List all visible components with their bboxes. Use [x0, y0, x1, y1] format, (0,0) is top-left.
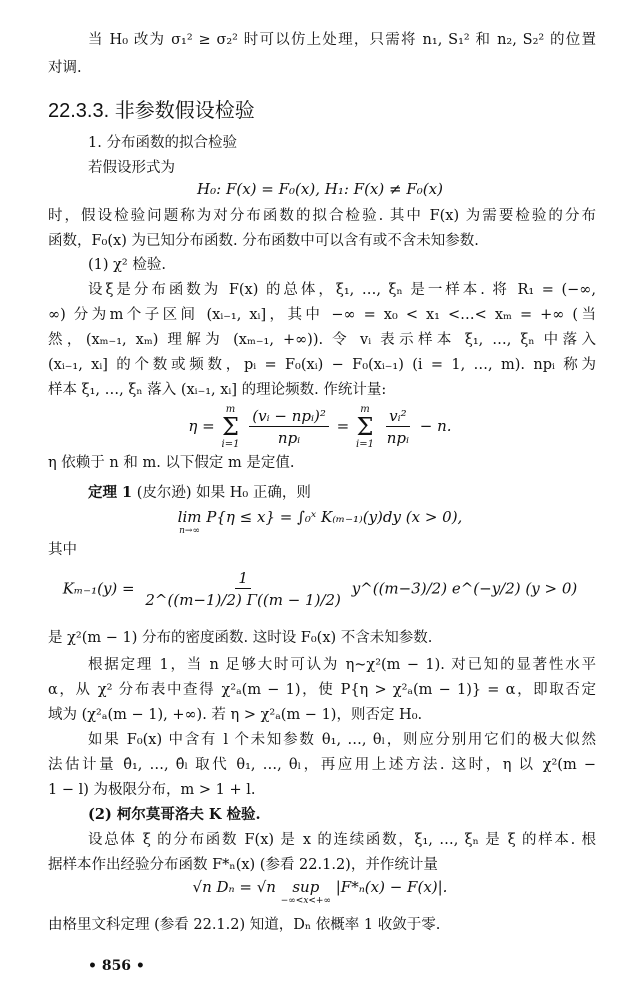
summation: m Σ i=1: [356, 404, 374, 450]
formula-part: √n Dₙ = √n: [192, 878, 276, 896]
section-heading: 22.3.3. 非参数假设检验: [48, 100, 255, 122]
limit: lim n→∞: [177, 508, 202, 536]
fraction: $\frac{\text{(vᵢ − npᵢ)²}}{\text{npᵢ}}$: [249, 406, 329, 449]
text-line: 样本 ξ₁, …, ξₙ 落入 (xᵢ₋₁, xᵢ] 的理论频数. 作统计量:: [48, 382, 387, 398]
text-line: η 依赖于 n 和 m. 以下假定 m 是定值.: [48, 455, 295, 471]
text-line: 法估计量 θ̂₁, …, θ̂ₗ 取代 θ₁, …, θₗ，再应用上述方法. 这时，η 以 χ²(m −: [48, 757, 596, 773]
theorem-line: [88, 483, 596, 503]
formula-kolmogorov: [0, 878, 640, 906]
formula-limit: [0, 508, 640, 536]
text-line: 然，(xₘ₋₁, xₘ) 理解为 (xₘ₋₁, +∞)). 令 vᵢ 表示样本 ξ₁, …, ξₙ 中落入: [48, 332, 596, 348]
formula-part: P{η ≤ x} = ∫₀ˣ K₍ₘ₋₁₎(y)dy (x > 0),: [206, 508, 463, 526]
text-line: 域为 (χ²ₐ(m − 1), +∞). 若 η > χ²ₐ(m − 1)，则否定 H₀.: [48, 707, 423, 723]
formula-density: [0, 568, 640, 611]
formula-part: y^((m−3)/2) e^(−y/2) (y > 0): [351, 579, 578, 598]
text-line: 设总体 ξ 的分布函数 F(x) 是 x 的连续函数，ξ₁, …, ξₙ 是 ξ 的样本. 根: [88, 832, 596, 848]
formula-part: − n.: [419, 417, 452, 435]
text-line: 由格里文科定理 (参看 22.1.2) 知道，Dₙ 依概率 1 收敛于零.: [48, 917, 441, 933]
page-number: • 856 •: [88, 958, 145, 974]
text-line: 时，假设检验问题称为对分布函数的拟合检验. 其中 F(x) 为需要检验的分布: [48, 208, 596, 224]
subsection-title: (1) χ² 检验.: [88, 257, 166, 273]
text-line: 其中: [48, 542, 77, 558]
fraction: $\frac{1}{2\^{}((m-1)/2) \Gamma((m - 1)/2)}$: [145, 569, 341, 609]
text-line: 设ξ是分布函数为 F(x) 的总体，ξ₁, …, ξₙ 是一样本. 将 R₁ = (−∞,: [88, 282, 596, 298]
formula-hypothesis: H₀: F(x) = F₀(x), H₁: F(x) ≠ F₀(x): [197, 180, 443, 198]
formula-part: =: [336, 417, 350, 435]
formula-part: |F*ₙ(x) − F(x)|.: [335, 878, 448, 896]
text-line: 当 H₀ 改为 σ₁² ≥ σ₂² 时可以仿上处理，只需将 n₁, S₁² 和 n₂, S₂² 的位置: [88, 32, 596, 48]
text-line: (xᵢ₋₁, xᵢ] 的个数或频数，pᵢ = F₀(xᵢ) − F₀(xᵢ₋₁) (i = 1, …, m). npᵢ 称为: [48, 357, 596, 373]
text-line: 根据定理 1，当 n 足够大时可认为 η~χ²(m − 1). 对已知的显著性水平: [88, 657, 596, 673]
text-line: 1 − l) 为极限分布，m > 1 + l.: [48, 782, 256, 798]
text-line: ∞) 分为m个子区间 (xᵢ₋₁, xᵢ]，其中 −∞ = x₀ < x₁ <…< xₘ = +∞ (当: [48, 307, 596, 323]
formula-part: η =: [188, 417, 215, 435]
supremum: sup −∞<x<+∞: [280, 878, 331, 906]
formula-eta: [0, 404, 640, 450]
formula-part: Kₘ₋₁(y) =: [62, 579, 135, 598]
theorem-label: 定理 1: [88, 484, 133, 501]
fraction: $\frac{\text{vᵢ²}}{\text{npᵢ}}$: [386, 406, 410, 447]
text-line: 是 χ²(m − 1) 分布的密度函数. 这时设 F₀(x) 不含未知参数.: [48, 630, 433, 646]
text-line: 如果 F₀(x) 中含有 l 个未知参数 θ₁, …, θₗ，则应分别用它们的极大似然: [88, 732, 596, 748]
text-line: 函数，F₀(x) 为已知分布函数. 分布函数中可以含有或不含未知参数.: [48, 233, 479, 249]
summation: m Σ i=1: [221, 404, 240, 450]
subsection-title: 1. 分布函数的拟合检验: [88, 135, 237, 151]
subsection-title: (2) 柯尔莫哥洛夫 K 检验.: [88, 806, 261, 823]
text-line: 若假设形式为: [88, 160, 175, 176]
text-line: 据样本作出经验分布函数 F*ₙ(x) (参看 22.1.2)，并作统计量: [48, 857, 438, 873]
text-line: α，从 χ² 分布表中查得 χ²ₐ(m − 1)，使 P{η > χ²ₐ(m − 1)} = α，即取否定: [48, 682, 596, 698]
text-line: 对调.: [48, 60, 82, 76]
theorem-text: (皮尔逊) 如果 H₀ 正确，则: [136, 485, 311, 501]
